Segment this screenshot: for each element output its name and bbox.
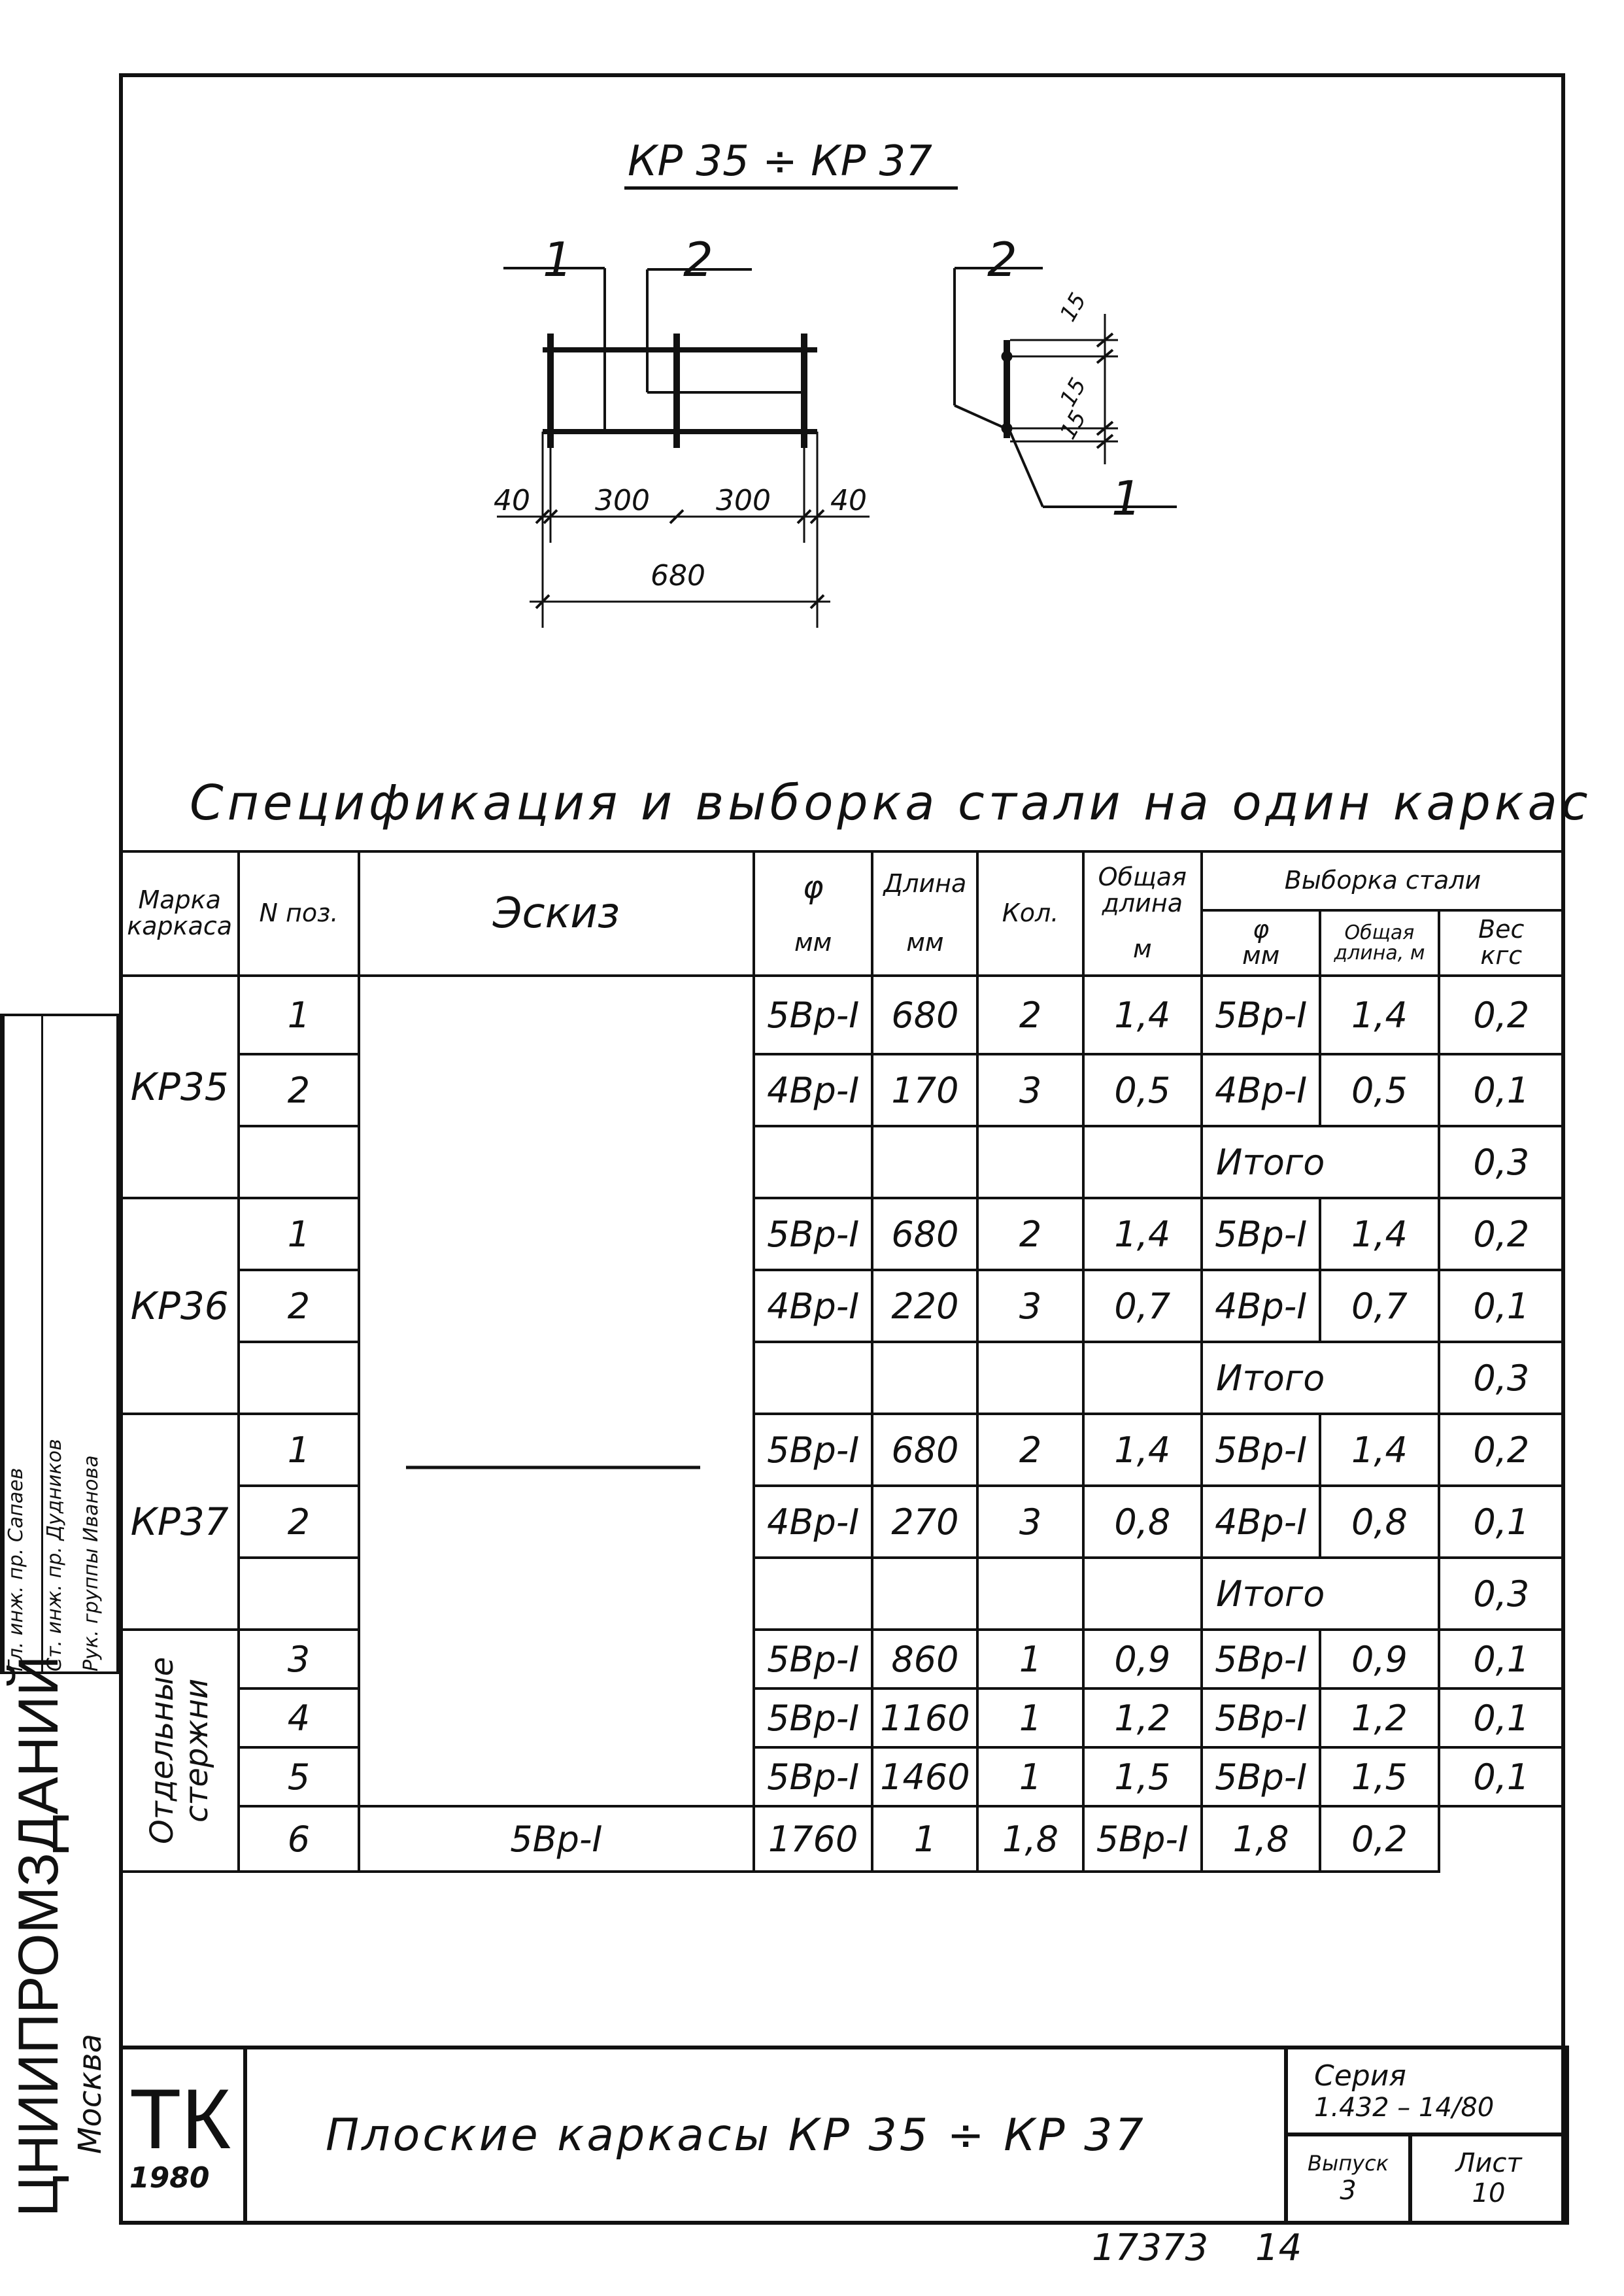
drawing-title: КР 35 ÷ КР 37 bbox=[628, 137, 932, 186]
cell-total: 1,4 bbox=[1083, 976, 1202, 1054]
cell-diam: 4Вр-I bbox=[754, 1486, 872, 1558]
cell-pos: 4 bbox=[239, 1688, 358, 1747]
header-mark: Марка каркаса bbox=[120, 851, 239, 976]
title-sheet-cell bbox=[1410, 2134, 1567, 2223]
dim-680: 680 bbox=[651, 559, 705, 592]
cell-sel-diam: 5Вр-I bbox=[1202, 1688, 1320, 1747]
drawing-title-underline bbox=[624, 186, 958, 190]
cell-sel-diam: 5Вр-I bbox=[1202, 1414, 1320, 1486]
cell-total: 0,7 bbox=[1083, 1270, 1202, 1342]
title-name: Плоские каркасы КР 35 ÷ КР 37 bbox=[245, 2048, 1286, 2223]
cell-total: 0,5 bbox=[1083, 1054, 1202, 1126]
cell-diam: 5Вр-I bbox=[754, 1198, 872, 1270]
cell-empty bbox=[1083, 1558, 1202, 1630]
title-series-value: 1.432 – 14/80 bbox=[1314, 2092, 1495, 2123]
cell-diam: 5Вр-I bbox=[754, 1414, 872, 1486]
cell-diam: 4Вр-I bbox=[754, 1270, 872, 1342]
cell-empty bbox=[977, 1126, 1083, 1198]
title-issue-label: Выпуск bbox=[1308, 2151, 1389, 2176]
title-series-cell bbox=[1286, 2048, 1567, 2134]
cell-sel-len: 0,8 bbox=[1320, 1486, 1438, 1558]
header-diam-label: φ bbox=[802, 868, 824, 906]
sign-role-1 bbox=[3, 1016, 41, 1671]
title-issue-cell bbox=[1286, 2134, 1410, 2223]
cell-weight: 0,2 bbox=[1439, 1414, 1564, 1486]
cell-total: 1,5 bbox=[1083, 1747, 1202, 1806]
cell-pos: 5 bbox=[239, 1747, 358, 1806]
cell-length: 1760 bbox=[754, 1806, 872, 1872]
total-weight: 0,3 bbox=[1439, 1342, 1564, 1414]
cell-total: 1,2 bbox=[1083, 1688, 1202, 1747]
cell-sel-len: 1,4 bbox=[1320, 1414, 1438, 1486]
header-length-unit: мм bbox=[906, 928, 944, 957]
cell-length: 220 bbox=[872, 1270, 977, 1342]
sign-role-text: Рук. группы bbox=[80, 1548, 103, 1671]
table-row bbox=[120, 1630, 1564, 1688]
cell-sel-diam: 5Вр-I bbox=[1202, 1747, 1320, 1806]
cell-pos: 2 bbox=[239, 1054, 358, 1126]
cell-total: 1,4 bbox=[1083, 1414, 1202, 1486]
cell-qty: 2 bbox=[977, 1198, 1083, 1270]
side-stamp bbox=[0, 1014, 119, 2225]
sign-name-text: Иванова bbox=[80, 1455, 103, 1542]
side-city: Москва bbox=[72, 2034, 109, 2154]
table-row bbox=[120, 1414, 1564, 1486]
cell-qty: 3 bbox=[977, 1270, 1083, 1342]
cell-empty bbox=[977, 1342, 1083, 1414]
header-sel-diam-label: φ bbox=[1253, 915, 1270, 944]
cell-total: 1,4 bbox=[1083, 1198, 1202, 1270]
cell-sel-diam: 5Вр-I bbox=[1202, 976, 1320, 1054]
dim-15-bot: 15 bbox=[1055, 406, 1092, 444]
cell-sel-len: 1,4 bbox=[1320, 976, 1438, 1054]
cell-empty bbox=[754, 1342, 872, 1414]
cell-weight: 0,2 bbox=[1320, 1806, 1438, 1872]
callout-section-pos-2: 2 bbox=[987, 232, 1017, 287]
cell-sel-diam: 5Вр-I bbox=[1202, 1198, 1320, 1270]
header-sel-diam bbox=[1202, 910, 1320, 976]
table-row bbox=[120, 1198, 1564, 1270]
title-issue-value: 3 bbox=[1340, 2176, 1357, 2206]
table-row bbox=[120, 1806, 1564, 1872]
spec-table bbox=[119, 850, 1565, 1873]
total-weight: 0,3 bbox=[1439, 1126, 1564, 1198]
cell-empty bbox=[754, 1126, 872, 1198]
cell-pos: 1 bbox=[239, 976, 358, 1054]
group-mark: КР36 bbox=[120, 1198, 239, 1414]
cell-pos: 6 bbox=[239, 1806, 358, 1872]
rebar-sketch-line bbox=[360, 1448, 753, 1487]
title-sheet-label: Лист bbox=[1455, 2148, 1522, 2179]
cell-qty: 1 bbox=[977, 1747, 1083, 1806]
total-label: Итого bbox=[1202, 1342, 1439, 1414]
total-label: Итого bbox=[1202, 1558, 1439, 1630]
side-org: ЦНИИПРОМЗДАНИЙ bbox=[7, 1655, 70, 2217]
cell-length: 1160 bbox=[872, 1688, 977, 1747]
cell-length: 270 bbox=[872, 1486, 977, 1558]
callout-pos-2: 2 bbox=[683, 232, 713, 287]
cell-qty: 2 bbox=[977, 976, 1083, 1054]
cell-empty bbox=[1083, 1342, 1202, 1414]
table-row bbox=[120, 1688, 1564, 1747]
cell-empty bbox=[1083, 1126, 1202, 1198]
cell-length: 680 bbox=[872, 1414, 977, 1486]
cell-sel-len: 1,2 bbox=[1320, 1688, 1438, 1747]
dim-300-a: 300 bbox=[595, 484, 650, 517]
cell-sel-len: 1,5 bbox=[1320, 1747, 1438, 1806]
header-total-len-unit: м bbox=[1132, 934, 1152, 963]
header-sel-len: Общая длина, м bbox=[1320, 910, 1438, 976]
cell-length: 170 bbox=[872, 1054, 977, 1126]
sign-role-2 bbox=[41, 1016, 80, 1671]
dim-15-top: 15 bbox=[1055, 288, 1092, 326]
cell-empty bbox=[754, 1558, 872, 1630]
cell-sel-len: 0,7 bbox=[1320, 1270, 1438, 1342]
cell-total: 0,9 bbox=[1083, 1630, 1202, 1688]
cell-diam: 5Вр-I bbox=[754, 1688, 872, 1747]
sketch-cell bbox=[359, 976, 754, 1806]
header-diam bbox=[754, 851, 872, 976]
cell-weight: 0,1 bbox=[1439, 1747, 1564, 1806]
table-row bbox=[120, 1558, 1564, 1630]
cell-qty: 1 bbox=[977, 1630, 1083, 1688]
cell-diam: 5Вр-I bbox=[754, 976, 872, 1054]
cell-length: 860 bbox=[872, 1630, 977, 1688]
cell-weight: 0,2 bbox=[1439, 1198, 1564, 1270]
cell-qty: 2 bbox=[977, 1414, 1083, 1486]
cell-weight: 0,1 bbox=[1439, 1270, 1564, 1342]
cell-total: 0,8 bbox=[1083, 1486, 1202, 1558]
header-diam-unit: мм bbox=[794, 928, 832, 957]
cell-empty bbox=[239, 1126, 358, 1198]
separate-mark-label: Отдельные стержни bbox=[143, 1656, 215, 1845]
cell-length: 680 bbox=[872, 1198, 977, 1270]
sign-name-text: Сапаев bbox=[5, 1467, 27, 1543]
cell-empty bbox=[872, 1558, 977, 1630]
cell-qty: 3 bbox=[977, 1486, 1083, 1558]
sign-name-text: Дудников bbox=[43, 1439, 66, 1541]
group-mark: КР37 bbox=[120, 1414, 239, 1630]
cell-sel-len: 1,8 bbox=[1202, 1806, 1320, 1872]
table-row bbox=[120, 1342, 1564, 1414]
cell-sel-len: 0,5 bbox=[1320, 1054, 1438, 1126]
group-mark-separate bbox=[120, 1630, 239, 1872]
cell-diam: 5Вр-I bbox=[359, 1806, 754, 1872]
dim-40-left: 40 bbox=[494, 484, 530, 517]
cell-length: 680 bbox=[872, 976, 977, 1054]
table-row bbox=[120, 1054, 1564, 1126]
cell-weight: 0,1 bbox=[1439, 1486, 1564, 1558]
header-selection: Выборка стали bbox=[1202, 851, 1564, 910]
cell-weight: 0,2 bbox=[1439, 976, 1564, 1054]
header-length-label: Длина bbox=[883, 869, 967, 899]
dim-40-right: 40 bbox=[830, 484, 867, 517]
header-sel-diam-unit: мм bbox=[1242, 941, 1280, 970]
header-qty: Кол. bbox=[977, 851, 1083, 976]
cell-pos: 2 bbox=[239, 1270, 358, 1342]
cell-sel-diam: 4Вр-I bbox=[1202, 1270, 1320, 1342]
table-row bbox=[120, 1747, 1564, 1806]
title-block bbox=[119, 2046, 1569, 2225]
cell-sel-diam: 4Вр-I bbox=[1202, 1486, 1320, 1558]
cell-empty bbox=[872, 1126, 977, 1198]
header-sel-weight-unit: кгс bbox=[1480, 941, 1523, 970]
cell-length: 1460 bbox=[872, 1747, 977, 1806]
cell-sel-diam: 5Вр-I bbox=[1202, 1630, 1320, 1688]
cell-pos: 2 bbox=[239, 1486, 358, 1558]
callout-pos-1: 1 bbox=[543, 232, 573, 287]
cell-sel-diam: 5Вр-I bbox=[1083, 1806, 1202, 1872]
cell-pos: 1 bbox=[239, 1198, 358, 1270]
sign-role-3 bbox=[80, 1016, 116, 1671]
spec-title: Спецификация и выборка стали на один каркас bbox=[190, 775, 1592, 831]
dim-15-mid: 15 bbox=[1055, 373, 1092, 411]
cell-empty bbox=[872, 1342, 977, 1414]
cell-sel-len: 1,4 bbox=[1320, 1198, 1438, 1270]
cell-pos: 3 bbox=[239, 1630, 358, 1688]
cell-sel-len: 0,9 bbox=[1320, 1630, 1438, 1688]
header-sel-weight bbox=[1439, 910, 1564, 976]
cell-empty bbox=[239, 1342, 358, 1414]
sign-role-text: Гл. инж. пр. bbox=[5, 1548, 27, 1671]
header-length bbox=[872, 851, 977, 976]
signature-block bbox=[0, 1014, 119, 1674]
cell-pos: 1 bbox=[239, 1414, 358, 1486]
title-year: 1980 bbox=[129, 2161, 210, 2195]
cell-weight: 0,1 bbox=[1439, 1688, 1564, 1747]
header-sel-weight-label: Вес bbox=[1478, 915, 1525, 944]
table-row bbox=[120, 1126, 1564, 1198]
cell-empty bbox=[977, 1558, 1083, 1630]
callout-section-pos-1: 1 bbox=[1111, 471, 1142, 526]
header-total-len bbox=[1083, 851, 1202, 976]
cell-empty bbox=[239, 1558, 358, 1630]
cell-qty: 1 bbox=[872, 1806, 977, 1872]
cell-qty: 3 bbox=[977, 1054, 1083, 1126]
title-sheet-value: 10 bbox=[1472, 2178, 1506, 2209]
archive-number: 17373 bbox=[1092, 2227, 1209, 2269]
cell-weight: 0,1 bbox=[1439, 1054, 1564, 1126]
cell-diam: 4Вр-I bbox=[754, 1054, 872, 1126]
cell-total: 1,8 bbox=[977, 1806, 1083, 1872]
total-label: Итого bbox=[1202, 1126, 1439, 1198]
table-row bbox=[120, 1270, 1564, 1342]
header-total-len-label: Общая длина bbox=[1098, 863, 1187, 918]
table-row bbox=[120, 1486, 1564, 1558]
header-pos: N поз. bbox=[239, 851, 358, 976]
header-sketch: Эскиз bbox=[359, 851, 754, 976]
cell-weight: 0,1 bbox=[1439, 1630, 1564, 1688]
title-logo-cell bbox=[121, 2048, 245, 2223]
page-number: 14 bbox=[1255, 2227, 1302, 2269]
cell-diam: 5Вр-I bbox=[754, 1630, 872, 1688]
cell-diam: 5Вр-I bbox=[754, 1747, 872, 1806]
cell-qty: 1 bbox=[977, 1688, 1083, 1747]
table-row bbox=[120, 976, 1564, 1054]
total-weight: 0,3 bbox=[1439, 1558, 1564, 1630]
title-logo: ТК bbox=[129, 2070, 231, 2167]
cell-sel-diam: 4Вр-I bbox=[1202, 1054, 1320, 1126]
dim-300-b: 300 bbox=[716, 484, 771, 517]
sign-role-text: Ст. инж. пр. bbox=[43, 1547, 66, 1671]
group-mark: КР35 bbox=[120, 976, 239, 1198]
title-series-label: Серия bbox=[1314, 2059, 1406, 2093]
